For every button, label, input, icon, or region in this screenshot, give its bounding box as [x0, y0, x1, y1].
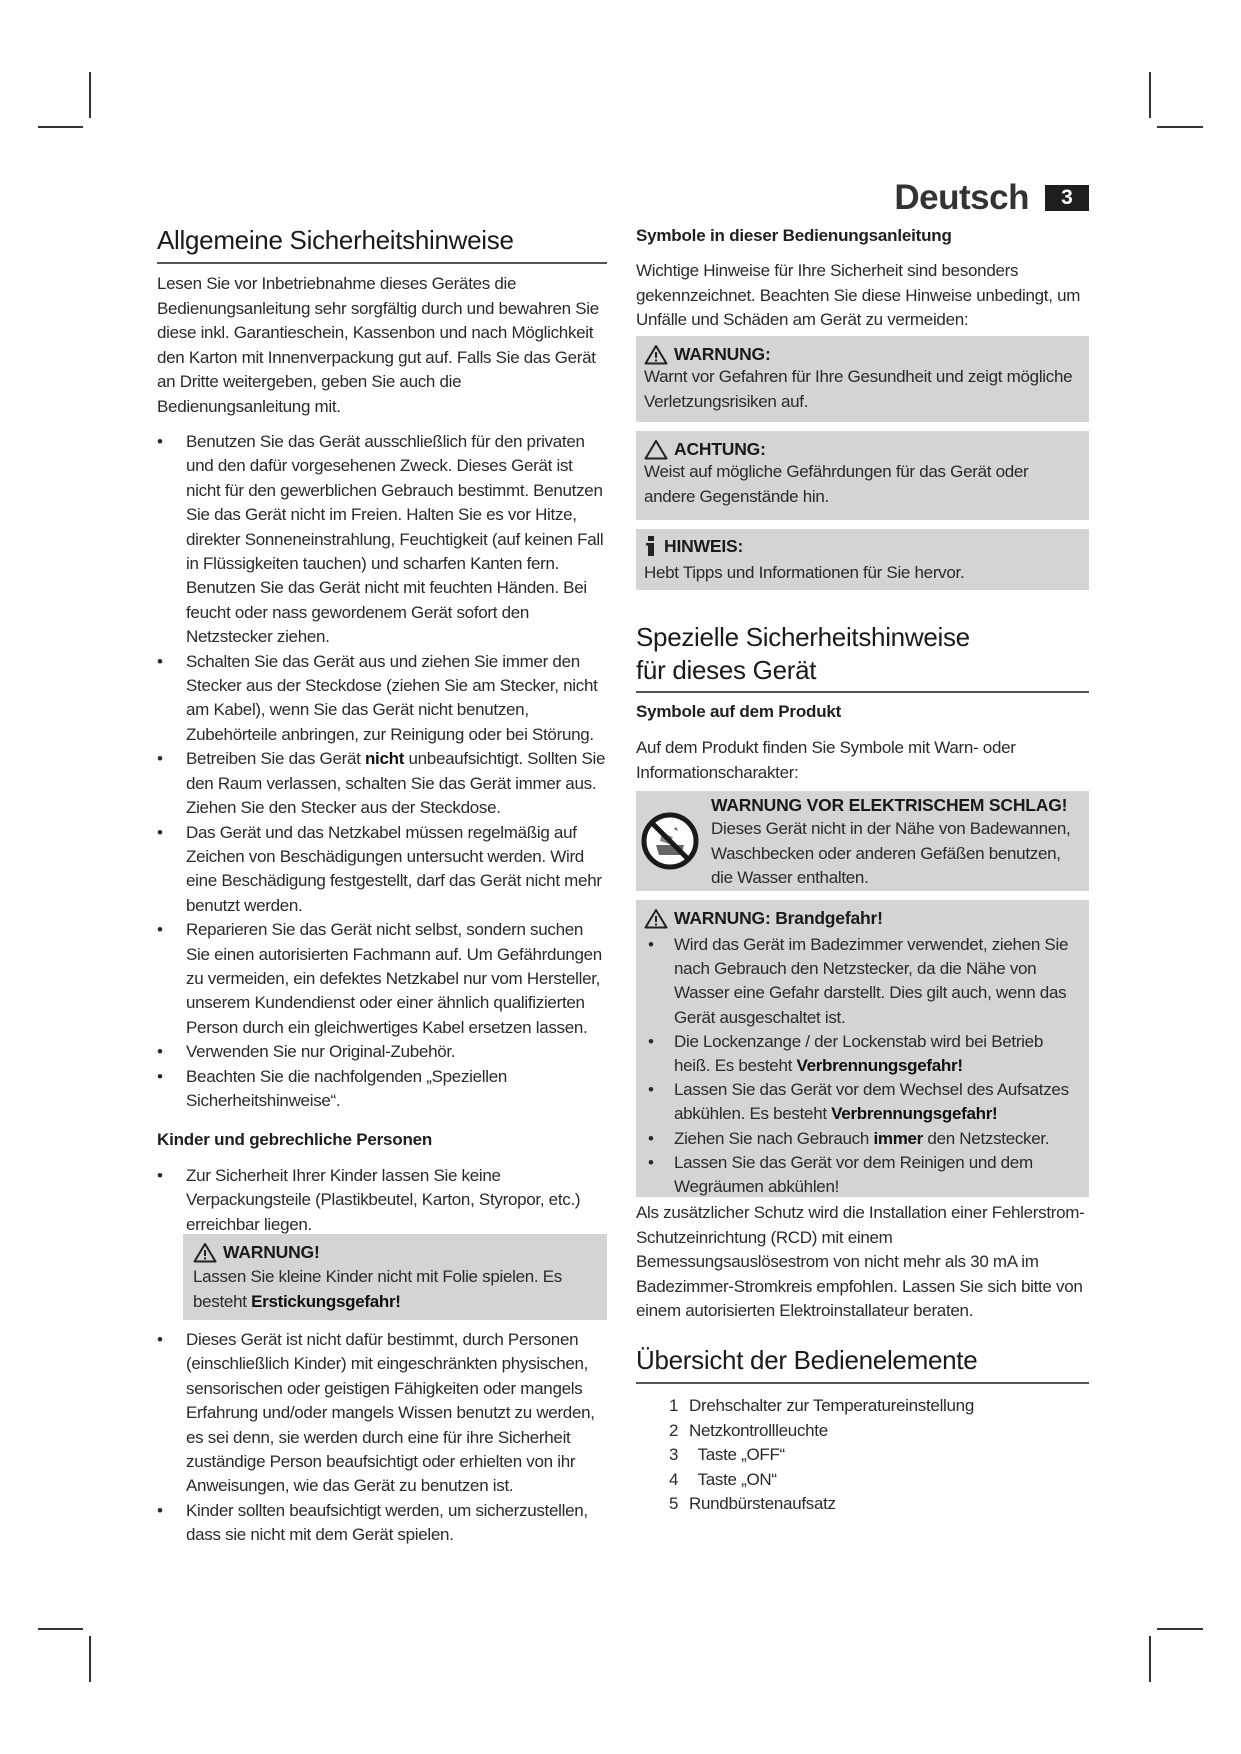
- list-item: • Beachten Sie die nachfolgenden „Speziellen Sicherheitshinweise“.: [157, 1065, 609, 1114]
- achtung-box: [636, 431, 1089, 520]
- title-rule: [157, 262, 607, 264]
- shock-warning-box: [636, 791, 1089, 891]
- list-item: • Zur Sicherheit Ihrer Kinder lassen Sie keine Verpackungsteile (Plastikbeutel, Karton, Styropor, etc.) erreichbar liegen.: [157, 1164, 607, 1237]
- list-item: • Wird das Gerät im Badezimmer verwendet, ziehen Sie nach Gebrauch den Netzstecker, da die Nähe von Wasser eine Gefahr darstellt. Dies gilt auch, wenn das Gerät ausgeschaltet ist.: [644, 933, 1081, 1030]
- list-item: • Lassen Sie das Gerät vor dem Reinigen und dem Wegräumen abkühlen!: [644, 1151, 1081, 1199]
- overview-item: 2 Netzkontrollleuchte: [669, 1420, 828, 1440]
- crop-mark-tr-v: [1149, 72, 1151, 118]
- shock-warning-title: WARNUNG VOR ELEKTRISCHEM SCHLAG!: [711, 795, 1068, 815]
- crop-mark-bl-v: [89, 1636, 91, 1682]
- list-item: • Die Lockenzange / der Lockenstab wird bei Betrieb heiß. Es besteht Verbrennungsgefahr!: [644, 1030, 1081, 1078]
- page-number: 3: [1045, 185, 1089, 211]
- product-symbols-intro: Auf dem Produkt finden Sie Symbole mit Warn- oder Informationscharakter:: [636, 738, 1016, 782]
- warnung-title: WARNUNG:: [674, 344, 771, 364]
- list-item: • Dieses Gerät ist nicht dafür bestimmt, durch Personen (einschließlich Kinder) mit eingeschränkten physischen, sensorischen oder geistigen Fähigkeiten oder mangels Erfahrung und/oder mangels Wissen benutzt zu werden, es sei denn, sie werden durch eine für ihre Sicherheit zuständige Person beaufsichtigt oder erhielten von ihr Anweisungen, wie das Gerät zu benutzen ist.: [157, 1328, 607, 1499]
- title-rule: [636, 691, 1089, 693]
- no-water-bath-icon: [640, 811, 700, 871]
- list-item: • Schalten Sie das Gerät aus und ziehen Sie immer den Stecker aus der Steckdose (ziehen Sie am Stecker, nicht am Kabel), wenn Sie das Gerät nicht benutzen, Zubehörteile anbringen, zur Reinigung oder bei Störung.: [157, 650, 609, 748]
- warnung-text: Warnt vor Gefahren für Ihre Gesundheit und zeigt mögliche Verletzungsrisiken auf.: [644, 367, 1073, 411]
- fire-warning-list: [644, 933, 1081, 1199]
- warning-triangle-icon: [644, 344, 668, 365]
- children-list-2: [157, 1328, 607, 1548]
- general-safety-list: [157, 430, 609, 1113]
- warning-box-text: Lassen Sie kleine Kinder nicht mit Folie spielen. Es besteht Erstickungsgefahr!: [193, 1267, 562, 1311]
- list-item: • Das Gerät und das Netzkabel müssen regelmäßig auf Zeichen von Beschädigungen untersucht werden. Wird eine Beschädigung festgestellt, darf das Gerät nicht mehr benutzt werden.: [157, 821, 609, 919]
- crop-mark-br-h: [1157, 1628, 1203, 1630]
- symbols-heading: Symbole in dieser Bedienungsanleitung: [636, 226, 952, 245]
- product-symbols-heading: Symbole auf dem Produkt: [636, 702, 842, 721]
- hinweis-title: HINWEIS:: [664, 535, 744, 556]
- overview-item: 4 Taste „ON“: [669, 1469, 777, 1489]
- symbols-intro: Wichtige Hinweise für Ihre Sicherheit sind besonders gekennzeichnet. Beachten Sie diese Hinweise unbedingt, um Unfälle und Schäden am Gerät zu vermeiden:: [636, 261, 1081, 329]
- list-item: • Kinder sollten beaufsichtigt werden, um sicherzustellen, dass sie nicht mit dem Gerät spielen.: [157, 1499, 607, 1548]
- caution-triangle-icon: [644, 439, 668, 460]
- warning-box-children: [183, 1234, 607, 1320]
- intro-paragraph: Lesen Sie vor Inbetriebnahme dieses Gerätes die Bedienungsanleitung sehr sorgfältig durch und bewahren Sie diese inkl. Garantieschein, Kassenbon und nach Möglichkeit den Karton mit Innenverpackung gut auf. Falls Sie das Gerät an Dritte weitergeben, geben Sie auch die Bedienungsanleitung mit.: [157, 274, 599, 416]
- hinweis-text: Hebt Tipps und Informationen für Sie hervor.: [644, 563, 965, 582]
- overview-item: 5 Rundbürstenaufsatz: [669, 1494, 836, 1513]
- list-item: • Ziehen Sie nach Gebrauch immer den Netzstecker.: [644, 1127, 1081, 1151]
- crop-mark-bl-h: [38, 1628, 83, 1630]
- crop-mark-tl-v: [89, 72, 91, 118]
- crop-mark-br-v: [1149, 1636, 1151, 1682]
- achtung-title: ACHTUNG:: [674, 439, 766, 459]
- list-item: • Verwenden Sie nur Original-Zubehör.: [157, 1040, 609, 1064]
- shock-warning-text: Dieses Gerät nicht in der Nähe von Badewannen, Waschbecken oder anderen Gefäßen benutzen, die Wasser enthalten.: [711, 819, 1071, 887]
- warning-triangle-icon: [644, 908, 668, 929]
- general-safety-title: Allgemeine Sicherheitshinweise: [157, 225, 514, 255]
- children-heading: Kinder und gebrechliche Personen: [157, 1130, 433, 1149]
- info-icon: [644, 535, 658, 557]
- crop-mark-tl-h: [38, 126, 83, 128]
- overview-title: Übersicht der Bedienelemente: [636, 1345, 978, 1375]
- language-label: Deutsch: [894, 178, 1029, 217]
- overview-item: 1 Drehschalter zur Temperatureinstellung: [669, 1396, 974, 1415]
- list-item: • Benutzen Sie das Gerät ausschließlich für den privaten und den dafür vorgesehenen Zweck. Dieses Gerät ist nicht für den gewerblichen Gebrauch bestimmt. Benutzen Sie das Gerät nicht im Freien. Halten Sie es vor Hitze, direkter Sonneneinstrahlung, Feuchtigkeit (auf keinen Fall in Flüssigkeiten tauchen) und scharfen Kanten fern. Benutzen Sie das Gerät nicht mit feuchten Händen. Bei feucht oder nass gewordenem Gerät sofort den Netzstecker ziehen.: [157, 430, 609, 650]
- overview-item: 3 Taste „OFF“: [669, 1445, 785, 1464]
- hinweis-box: [636, 529, 1089, 590]
- page-header: [894, 178, 1089, 218]
- warning-triangle-icon: [193, 1242, 217, 1263]
- list-item: • Betreiben Sie das Gerät nicht unbeaufsichtigt. Sollten Sie den Raum verlassen, schalten Sie das Gerät immer aus. Ziehen Sie den Stecker aus der Steckdose.: [157, 747, 609, 820]
- list-item: • Reparieren Sie das Gerät nicht selbst, sondern suchen Sie einen autorisierten Fachmann auf. Um Gefährdungen zu vermeiden, ein defektes Netzkabel nur vom Hersteller, unserem Kundendienst oder einer ähnlich qualifizierten Person durch ein gleichwertiges Kabel ersetzen lassen.: [157, 918, 609, 1040]
- crop-mark-tr-h: [1157, 126, 1203, 128]
- fire-warning-box: [636, 900, 1089, 1197]
- fire-warning-title: WARNUNG: Brandgefahr!: [674, 908, 883, 928]
- warning-box-title: WARNUNG!: [223, 1242, 320, 1262]
- achtung-text: Weist auf mögliche Gefährdungen für das Gerät oder andere Gegenstände hin.: [644, 462, 1029, 506]
- list-item: • Lassen Sie das Gerät vor dem Wechsel des Aufsatzes abkühlen. Es besteht Verbrennungsgefahr!: [644, 1078, 1081, 1126]
- overview-list: [669, 1394, 1069, 1517]
- warnung-box: [636, 336, 1089, 422]
- rcd-paragraph: Als zusätzlicher Schutz wird die Installation einer Fehlerstrom-Schutzeinrichtung (RCD) mit einem Bemessungsauslösestrom von nicht mehr als 30 mA im Badezimmer-Stromkreis empfohlen. Lassen Sie sich bitte von einem autorisierten Elektroinstallateur beraten.: [636, 1203, 1085, 1320]
- special-safety-title-line2: für dieses Gerät: [636, 655, 817, 685]
- special-safety-title-line1: Spezielle Sicherheitshinweise: [636, 622, 970, 652]
- children-list-1: [157, 1164, 607, 1237]
- title-rule: [636, 1382, 1089, 1384]
